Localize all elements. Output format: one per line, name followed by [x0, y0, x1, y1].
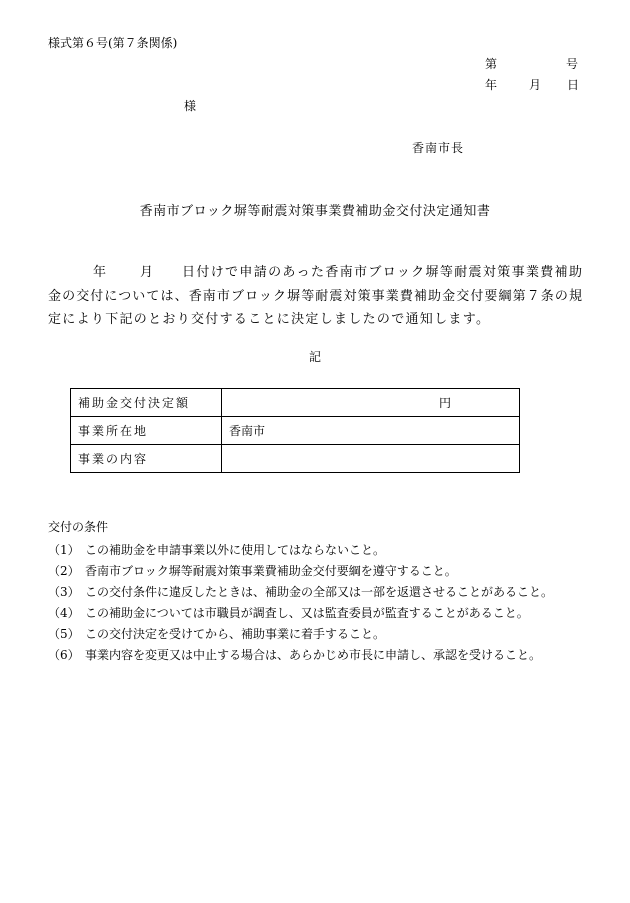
grant-amount-label: 補助金交付決定額 — [71, 389, 222, 417]
table-row — [71, 417, 520, 445]
recipient-honorific: 様 — [184, 99, 197, 113]
condition-text: この補助金については市職員が調査し、又は監査委員が監査することがあること。 — [85, 606, 529, 620]
body-date-month: 月 — [140, 265, 154, 280]
document-number-prefix: 第 — [485, 57, 498, 71]
condition-text: この交付決定を受けてから、補助事業に着手すること。 — [85, 627, 386, 641]
conditions-heading: 交付の条件 — [48, 520, 109, 534]
yen-unit: 円 — [438, 396, 451, 410]
date-year-label: 年 — [485, 78, 498, 92]
date-month-label: 月 — [529, 78, 542, 92]
document-title: 香南市ブロック塀等耐震対策事業費補助金交付決定通知書 — [139, 204, 491, 219]
condition-text: この補助金を申請事業以外に使用してはならないこと。 — [85, 543, 386, 557]
condition-text: 香南市ブロック塀等耐震対策事業費補助金交付要綱を遵守すること。 — [85, 564, 457, 578]
condition-number: （2） — [48, 564, 80, 578]
condition-number: （3） — [48, 585, 80, 599]
business-content-value — [222, 445, 520, 473]
body-line-3: 定により下記のとおり交付することに決定しましたので通知します。 — [48, 312, 491, 327]
condition-number: （1） — [48, 543, 80, 557]
body-line-1-text: 日付けで申請のあった香南市ブロック塀等耐震対策事業費補助 — [182, 265, 582, 280]
document-number-suffix: 号 — [566, 57, 579, 71]
body-line-2: 金の交付については、香南市ブロック塀等耐震対策事業費補助金交付要綱第７条の規 — [48, 289, 582, 304]
body-date-year: 年 — [93, 265, 107, 280]
table-row — [71, 445, 520, 473]
date-day-label: 日 — [567, 78, 580, 92]
condition-number: （6） — [48, 648, 80, 662]
business-location-label: 事業所在地 — [71, 417, 222, 445]
grant-detail-table — [70, 388, 520, 473]
condition-text: 事業内容を変更又は中止する場合は、あらかじめ市長に申請し、承認を受けること。 — [85, 648, 542, 662]
table-row — [71, 389, 520, 417]
ki-marker: 記 — [309, 350, 322, 364]
business-content-label: 事業の内容 — [71, 445, 222, 473]
condition-number: （5） — [48, 627, 80, 641]
form-number: 様式第６号(第７条関係) — [48, 36, 178, 50]
grant-amount-value — [222, 389, 520, 417]
condition-number: （4） — [48, 606, 80, 620]
business-location-value: 香南市 — [222, 417, 520, 445]
issuer-name: 香南市長 — [412, 141, 465, 155]
body-line-1 — [48, 265, 582, 281]
condition-text: この交付条件に違反したときは、補助金の全部又は一部を返還させることがあること。 — [85, 585, 554, 599]
